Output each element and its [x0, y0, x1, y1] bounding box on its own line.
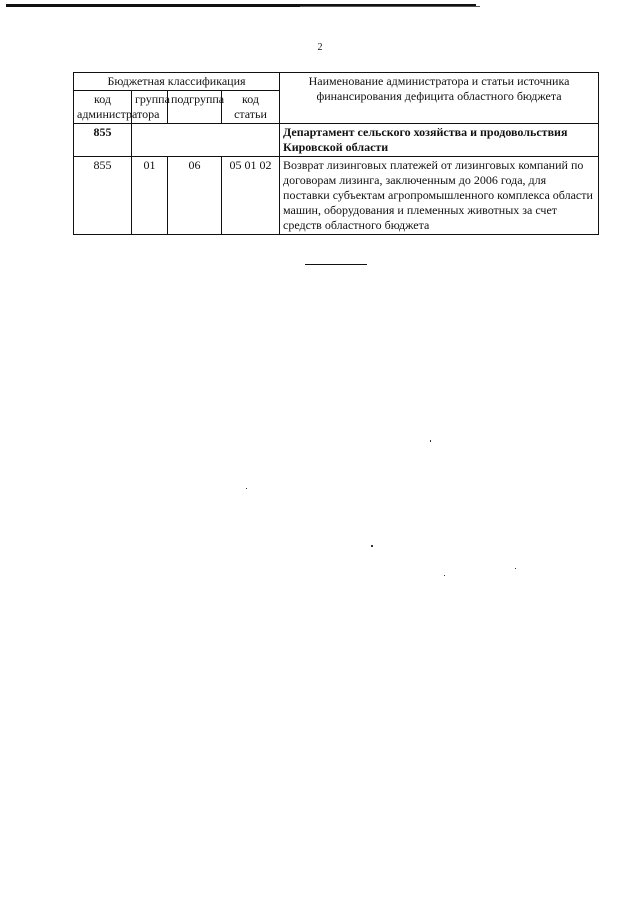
- table-row: [74, 157, 599, 235]
- article-name-cell: Возврат лизинговых платежей от лизинговых компаний по договорам лизинга, заключенным до 2006 года, для поставки субъектам агропромышленного комплекса области машин, оборудования и племенных животных за счет средств областного бюджета: [280, 157, 599, 235]
- budget-sources-table: [73, 72, 599, 235]
- page-number: 2: [317, 42, 323, 53]
- administrator-name-cell: Департамент сельского хозяйства и продовольствия Кировской области: [280, 124, 599, 157]
- article-code-header: код статьи: [222, 91, 280, 124]
- scan-speck: [430, 440, 431, 442]
- empty-classification-cell: [132, 124, 280, 157]
- group-header: группа: [132, 91, 168, 124]
- admin-code-cell: 855: [74, 124, 132, 157]
- scan-speck: [371, 545, 373, 547]
- name-column-header: Наименование администратора и статьи источника финансирования дефицита областного бюджета: [280, 73, 599, 124]
- article-code-cell: 05 01 02: [222, 157, 280, 235]
- admin-code-header: код администратора: [74, 91, 132, 124]
- budget-classification-header: Бюджетная классификация: [74, 73, 280, 91]
- subgroup-cell: 06: [168, 157, 222, 235]
- group-cell: 01: [132, 157, 168, 235]
- end-rule: [305, 264, 367, 265]
- table-row: [74, 124, 599, 157]
- subgroup-header: подгруппа: [168, 91, 222, 124]
- scan-speck: [246, 488, 247, 489]
- scan-edge-line-thin: [300, 6, 480, 7]
- admin-code-cell: 855: [74, 157, 132, 235]
- table-header-row: [74, 73, 599, 91]
- scan-speck: [515, 568, 516, 569]
- scan-speck: [444, 575, 445, 576]
